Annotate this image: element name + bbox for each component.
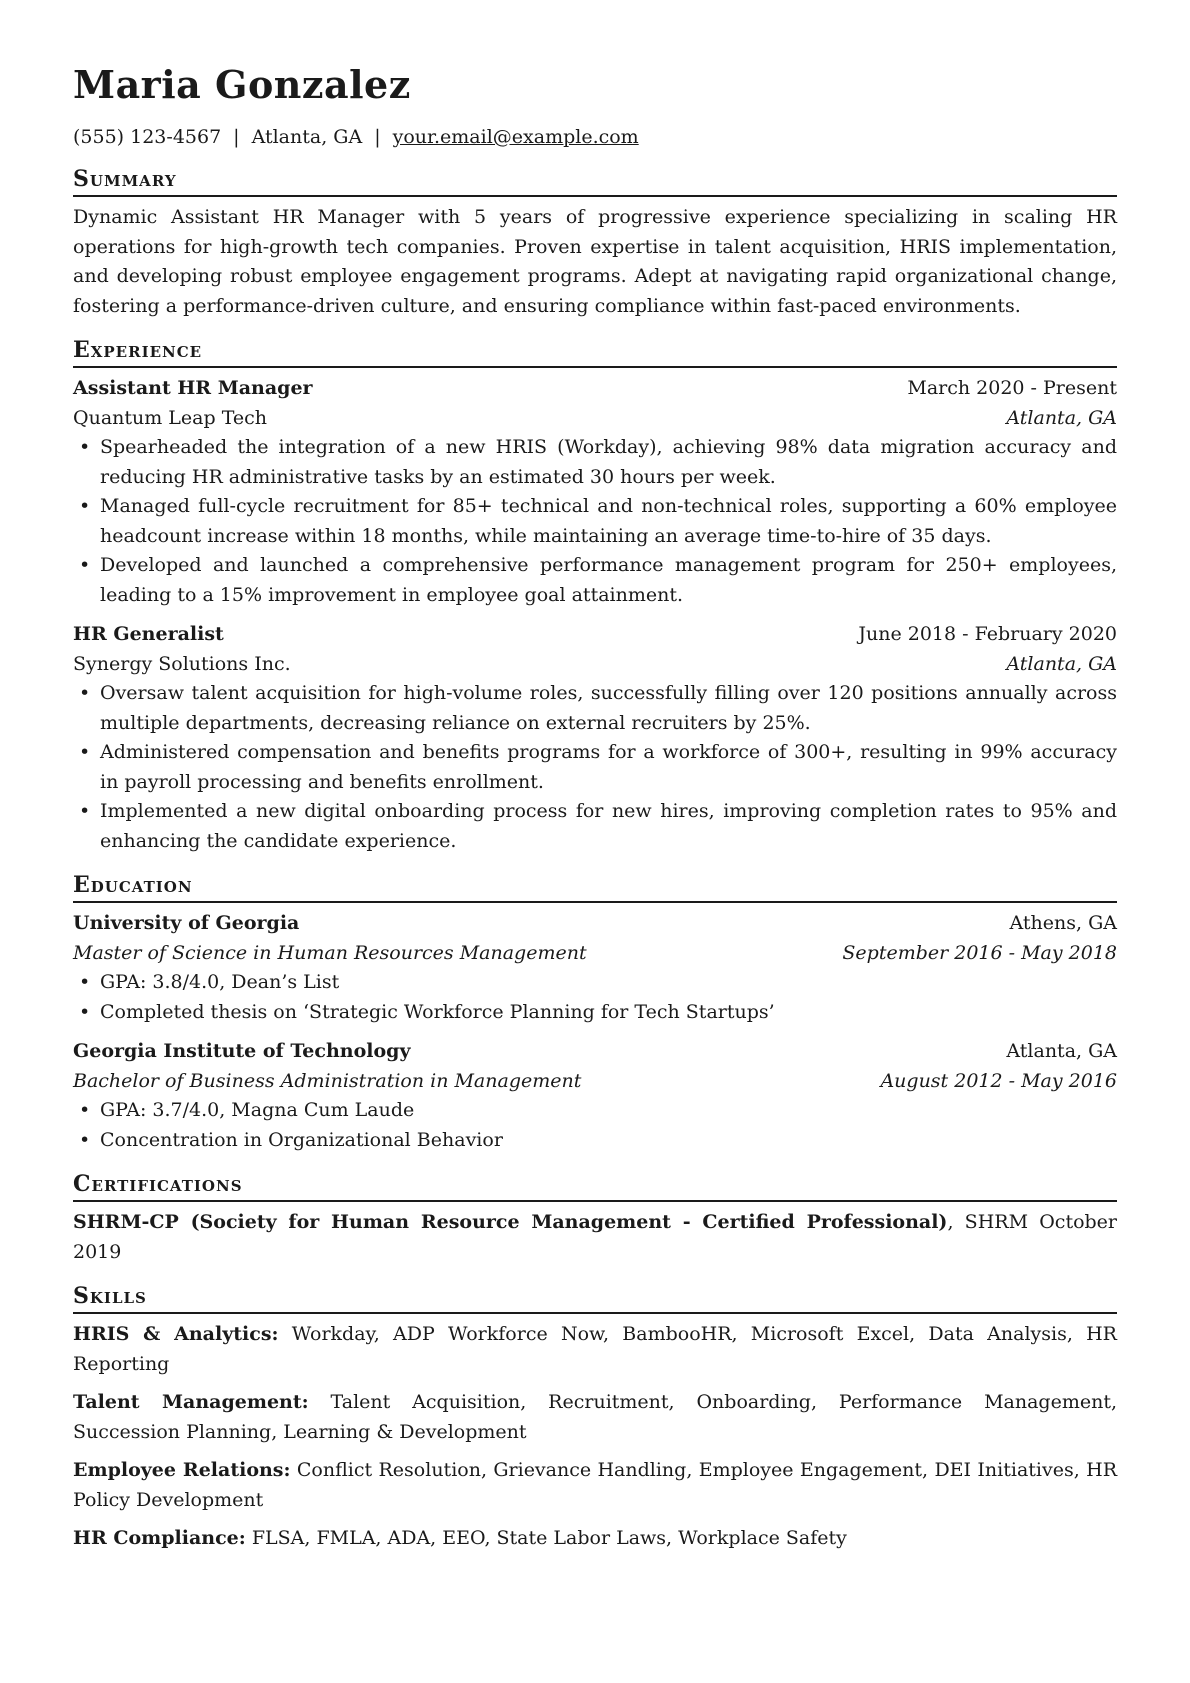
bullet-icon: •	[79, 741, 91, 763]
bullet-icon: •	[79, 1000, 91, 1023]
skill-label: Employee Relations:	[73, 1459, 291, 1481]
bullet-text: Managed full-cycle recruitment for 85+ technical and non-technical roles, supporting a 60% employee headcount increase within 18 months, while maintaining an average time-to-hire of 35 days.	[100, 495, 1117, 547]
job-bullets	[73, 433, 1117, 610]
skill-label: Talent Management:	[73, 1391, 309, 1413]
certification-name: SHRM-CP (Society for Human Resource Management - Certified Professional)	[73, 1211, 948, 1233]
summary-section	[73, 164, 1117, 321]
bullet-icon: •	[79, 971, 91, 993]
job-bullets	[73, 679, 1117, 856]
section-title-skills: Skills	[73, 1281, 1117, 1314]
skill-value: Talent Acquisition, Recruitment, Onboarding, Performance Management, Succession Planning, Learning & Development	[73, 1391, 1118, 1443]
job-role: Assistant HR Manager	[73, 377, 313, 399]
experience-section	[73, 335, 1117, 856]
skill-group	[73, 1456, 1117, 1515]
job-entry	[73, 374, 1117, 610]
bullet-icon: •	[79, 800, 91, 822]
candidate-name: Maria Gonzalez	[73, 62, 411, 107]
education-bullets	[73, 968, 1117, 1027]
skill-group	[73, 1524, 1117, 1554]
bullet-text: Concentration in Organizational Behavior	[100, 1128, 503, 1151]
skill-value: Conflict Resolution, Grievance Handling, Employee Engagement, DEI Initiatives, HR Policy Development	[73, 1459, 1117, 1511]
section-title-summary: Summary	[73, 164, 1117, 197]
contact-separator: |	[233, 126, 240, 148]
section-title-education: Education	[73, 870, 1117, 903]
certifications-section	[73, 1169, 1117, 1267]
bullet-text: GPA: 3.7/4.0, Magna Cum Laude	[100, 1099, 415, 1121]
education-dates: August 2012 - May 2016	[880, 1069, 1117, 1092]
list-item	[73, 738, 1117, 797]
bullet-icon: •	[79, 436, 91, 458]
list-item	[73, 433, 1117, 492]
bullet-icon: •	[79, 495, 91, 517]
skills-section	[73, 1281, 1117, 1554]
skill-value: Workday, ADP Workforce Now, BambooHR, Microsoft Excel, Data Analysis, HR Reporting	[73, 1323, 1117, 1375]
job-company: Synergy Solutions Inc.	[73, 652, 291, 675]
summary-text: Dynamic Assistant HR Manager with 5 years of progressive experience specializing in scaling HR operations for high-growth tech companies. Proven expertise in talent acquisition, HRIS implementation, and developing robust employee engagement programs. Adept at navigating rapid organizational change, fostering a performance-driven culture, and ensuring compliance within fast-paced environments.	[73, 206, 1117, 317]
job-role: HR Generalist	[73, 623, 224, 645]
education-entry	[73, 909, 1117, 1027]
email-link[interactable]: your.email@example.com	[392, 126, 639, 148]
phone-number: (555) 123-4567	[73, 126, 222, 148]
school-location: Athens, GA	[1009, 912, 1117, 934]
skill-value: FLSA, FMLA, ADA, EEO, State Labor Laws, Workplace Safety	[245, 1527, 847, 1549]
bullet-icon: •	[79, 1099, 91, 1121]
list-item	[73, 1096, 1117, 1126]
skill-group	[73, 1320, 1117, 1379]
contact-location: Atlanta, GA	[251, 126, 363, 148]
list-item	[73, 492, 1117, 551]
school-name: Georgia Institute of Technology	[73, 1040, 411, 1062]
education-dates: September 2016 - May 2018	[842, 941, 1117, 964]
list-item	[73, 797, 1117, 856]
skill-label: HR Compliance:	[73, 1527, 246, 1549]
list-item	[73, 998, 1117, 1028]
certification-detail: , SHRM October 2019	[73, 1211, 1118, 1263]
list-item	[73, 551, 1117, 610]
list-item	[73, 968, 1117, 998]
skill-group	[73, 1388, 1117, 1447]
bullet-icon: •	[79, 682, 91, 704]
section-title-experience: Experience	[73, 335, 1117, 368]
degree-name: Bachelor of Business Administration in Management	[73, 1069, 582, 1092]
bullet-text: Administered compensation and benefits programs for a workforce of 300+, resulting in 99% accuracy in payroll processing and benefits enrollment.	[100, 741, 1117, 793]
section-title-certifications: Certifications	[73, 1169, 1117, 1202]
job-entry	[73, 620, 1117, 856]
school-location: Atlanta, GA	[1006, 1040, 1117, 1062]
job-dates: June 2018 - February 2020	[858, 623, 1117, 645]
contact-line	[73, 124, 1117, 150]
list-item	[73, 679, 1117, 738]
list-item	[73, 1126, 1117, 1156]
contact-separator: |	[374, 126, 381, 148]
education-section	[73, 870, 1117, 1155]
bullet-text: Completed thesis on ‘Strategic Workforce Planning for Tech Startups’	[100, 1000, 775, 1023]
education-entry	[73, 1037, 1117, 1155]
degree-name: Master of Science in Human Resources Management	[73, 941, 587, 964]
job-location: Atlanta, GA	[1006, 652, 1117, 675]
bullet-text: GPA: 3.8/4.0, Dean’s List	[100, 971, 340, 993]
skill-label: HRIS & Analytics:	[73, 1323, 279, 1345]
bullet-text: Developed and launched a comprehensive performance management program for 250+ employees, leading to a 15% improvement in employee goal attainment.	[100, 554, 1117, 606]
education-bullets	[73, 1096, 1117, 1155]
job-company: Quantum Leap Tech	[73, 406, 268, 429]
bullet-icon: •	[79, 554, 91, 576]
job-location: Atlanta, GA	[1006, 406, 1117, 429]
job-dates: March 2020 - Present	[907, 377, 1117, 399]
bullet-text: Spearheaded the integration of a new HRIS (Workday), achieving 98% data migration accuracy and reducing HR administrative tasks by an estimated 30 hours per week.	[100, 436, 1117, 488]
school-name: University of Georgia	[73, 912, 300, 934]
bullet-text: Oversaw talent acquisition for high-volume roles, successfully filling over 120 positions annually across multiple departments, decreasing reliance on external recruiters by 25%.	[100, 682, 1117, 734]
certification-item	[73, 1208, 1117, 1267]
bullet-text: Implemented a new digital onboarding process for new hires, improving completion rates to 95% and enhancing the candidate experience.	[100, 800, 1117, 852]
bullet-icon: •	[79, 1128, 91, 1151]
